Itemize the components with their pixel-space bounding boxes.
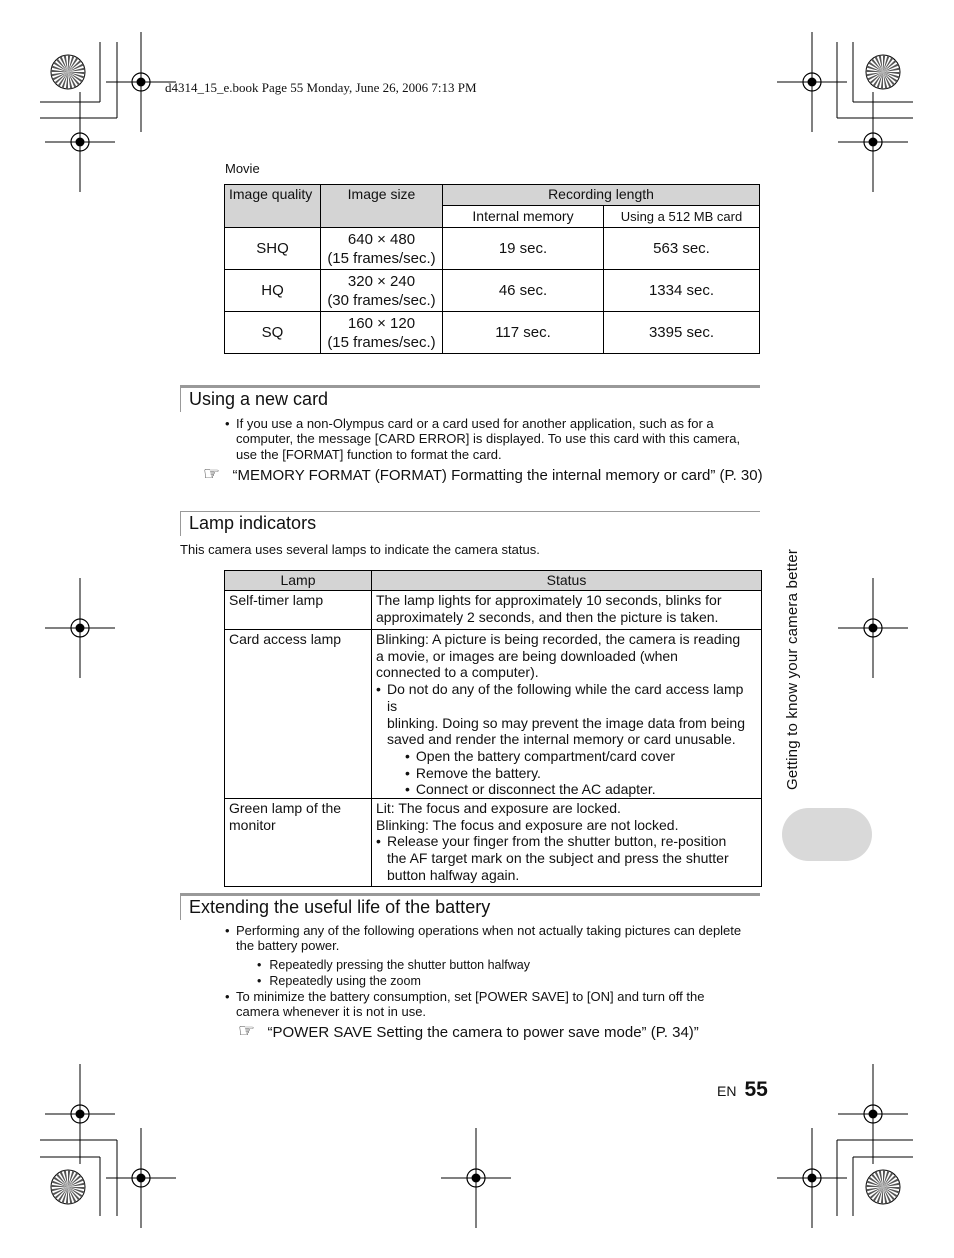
card-cell: 563 sec. xyxy=(604,228,760,270)
fps-line: (15 frames/sec.) xyxy=(327,249,436,267)
lamp-status: Blinking: A picture is being recorded, the camera is reading a movie, or images are being downloaded (when connected to a computer). • Do not do any of the following while the card access lamp is blinking. Doing so may prevent the image data from being saved and render the internal memory or card unusable. • Open the battery compartment/card cover • Remove the battery. • Connect or disconnect the AC adapter. xyxy=(372,630,762,799)
section-heading-new-card xyxy=(180,385,760,412)
lamp-name: Self-timer lamp xyxy=(225,591,372,630)
battery-operations-list xyxy=(257,957,530,989)
page-number-value: 55 xyxy=(744,1078,768,1101)
table-row xyxy=(225,228,760,270)
power-save-reference: ☞ “POWER SAVE Setting the camera to power save mode” (P. 34)” xyxy=(238,1021,699,1042)
list-item: • Repeatedly pressing the shutter button halfway xyxy=(257,958,530,972)
registration-target-dot xyxy=(808,78,817,87)
book-slug: d4314_15_e.book Page 55 Monday, June 26, 2006 7:13 PM xyxy=(165,80,477,95)
tip-bullet: • Release your finger from the shutter button, re-position the AF target mark on the subject and press the shutter button halfway again. xyxy=(376,833,729,883)
table-row xyxy=(225,312,760,354)
chapter-thumb-tab xyxy=(782,808,872,861)
list-item: • Open the battery compartment/card cover xyxy=(405,747,676,764)
col-image-quality: Image quality xyxy=(225,185,321,228)
battery-bullet-2: • To minimize the battery consumption, set [POWER SAVE] to [ON] and turn off the camera whenever it is not in use. xyxy=(225,989,705,1020)
registration-target-dot xyxy=(76,1110,85,1119)
internal-cell: 19 sec. xyxy=(443,228,604,270)
lamp-name: Green lamp of the monitor xyxy=(225,799,372,887)
quality-cell: SHQ xyxy=(225,228,321,270)
lamp-name: Card access lamp xyxy=(225,630,372,799)
registration-target-dot xyxy=(808,1174,817,1183)
registration-target-dot xyxy=(869,1110,878,1119)
fps-line: (30 frames/sec.) xyxy=(327,291,436,309)
chapter-side-tab: Getting to know your camera better xyxy=(784,548,801,790)
pointing-hand-icon: ☞ xyxy=(203,464,221,485)
table-row xyxy=(225,630,762,799)
movie-table xyxy=(224,184,760,354)
registration-target-dot xyxy=(137,1174,146,1183)
size-cell xyxy=(321,270,443,312)
size-line: 320 × 240 xyxy=(347,272,416,290)
pointing-hand-icon: ☞ xyxy=(238,1021,256,1042)
col-512mb-card: Using a 512 MB card xyxy=(604,206,760,228)
movie-caption: Movie xyxy=(225,161,260,176)
registration-target-dot xyxy=(76,624,85,633)
size-line: 160 × 120 xyxy=(347,314,416,332)
fps-line: (15 frames/sec.) xyxy=(327,333,436,351)
list-item: • Repeatedly using the zoom xyxy=(257,974,421,988)
registration-target-dot xyxy=(76,138,85,147)
size-cell xyxy=(321,312,443,354)
section-heading-lamps xyxy=(180,511,760,536)
memory-format-reference: ☞ “MEMORY FORMAT (FORMAT) Formatting the internal memory or card” (P. 30) xyxy=(203,464,763,485)
internal-cell: 46 sec. xyxy=(443,270,604,312)
table-row xyxy=(225,270,760,312)
lamp-table xyxy=(224,570,762,887)
heading-text: Extending the useful life of the battery xyxy=(189,897,491,917)
col-image-size: Image size xyxy=(321,185,443,228)
list-item: • Remove the battery. xyxy=(405,764,541,781)
col-status: Status xyxy=(372,571,762,591)
table-row xyxy=(225,591,762,630)
col-internal-memory: Internal memory xyxy=(443,206,604,228)
battery-bullet-1: • Performing any of the following operations when not actually taking pictures can deplete the battery power. xyxy=(225,923,742,954)
registration-target-dot xyxy=(137,78,146,87)
language-code: EN xyxy=(717,1083,737,1099)
quality-cell: SQ xyxy=(225,312,321,354)
registration-target-dot xyxy=(869,624,878,633)
table-row xyxy=(225,799,762,887)
forbidden-actions-list xyxy=(376,748,757,798)
size-cell xyxy=(321,228,443,270)
heading-text: Lamp indicators xyxy=(189,513,317,533)
card-cell: 1334 sec. xyxy=(604,270,760,312)
lamp-status: Lit: The focus and exposure are locked. Blinking: The focus and exposure are not locked. • Release your finger from the shutter button, re-position the AF target mark on the subject and press the shutter button halfway again. xyxy=(372,799,762,887)
internal-cell: 117 sec. xyxy=(443,312,604,354)
page-number xyxy=(717,1078,768,1102)
lamps-intro: This camera uses several lamps to indicate the camera status. xyxy=(180,542,540,557)
section-heading-battery xyxy=(180,893,760,920)
lamp-status: The lamp lights for approximately 10 seconds, blinks for approximately 2 seconds, and then the picture is taken. xyxy=(372,591,762,630)
size-line: 640 × 480 xyxy=(347,230,416,248)
registration-target-dot xyxy=(869,138,878,147)
col-lamp: Lamp xyxy=(225,571,372,591)
list-item: • Connect or disconnect the AC adapter. xyxy=(405,781,656,798)
col-recording-length: Recording length xyxy=(443,185,760,206)
heading-text: Using a new card xyxy=(189,389,329,409)
card-cell: 3395 sec. xyxy=(604,312,760,354)
bullet-dot: • xyxy=(225,416,230,431)
new-card-bullet: • If you use a non-Olympus card or a card used for another application, such as for a computer, the message [CARD ERROR] is displayed. To use this card with this camera, use the [FORMAT] function to format the card. xyxy=(225,416,741,462)
warning-bullet: • Do not do any of the following while the card access lamp is blinking. Doing so may prevent the image data from being saved and render the internal memory or card unusable. xyxy=(376,681,745,748)
quality-cell: HQ xyxy=(225,270,321,312)
registration-target-dot xyxy=(472,1174,481,1183)
